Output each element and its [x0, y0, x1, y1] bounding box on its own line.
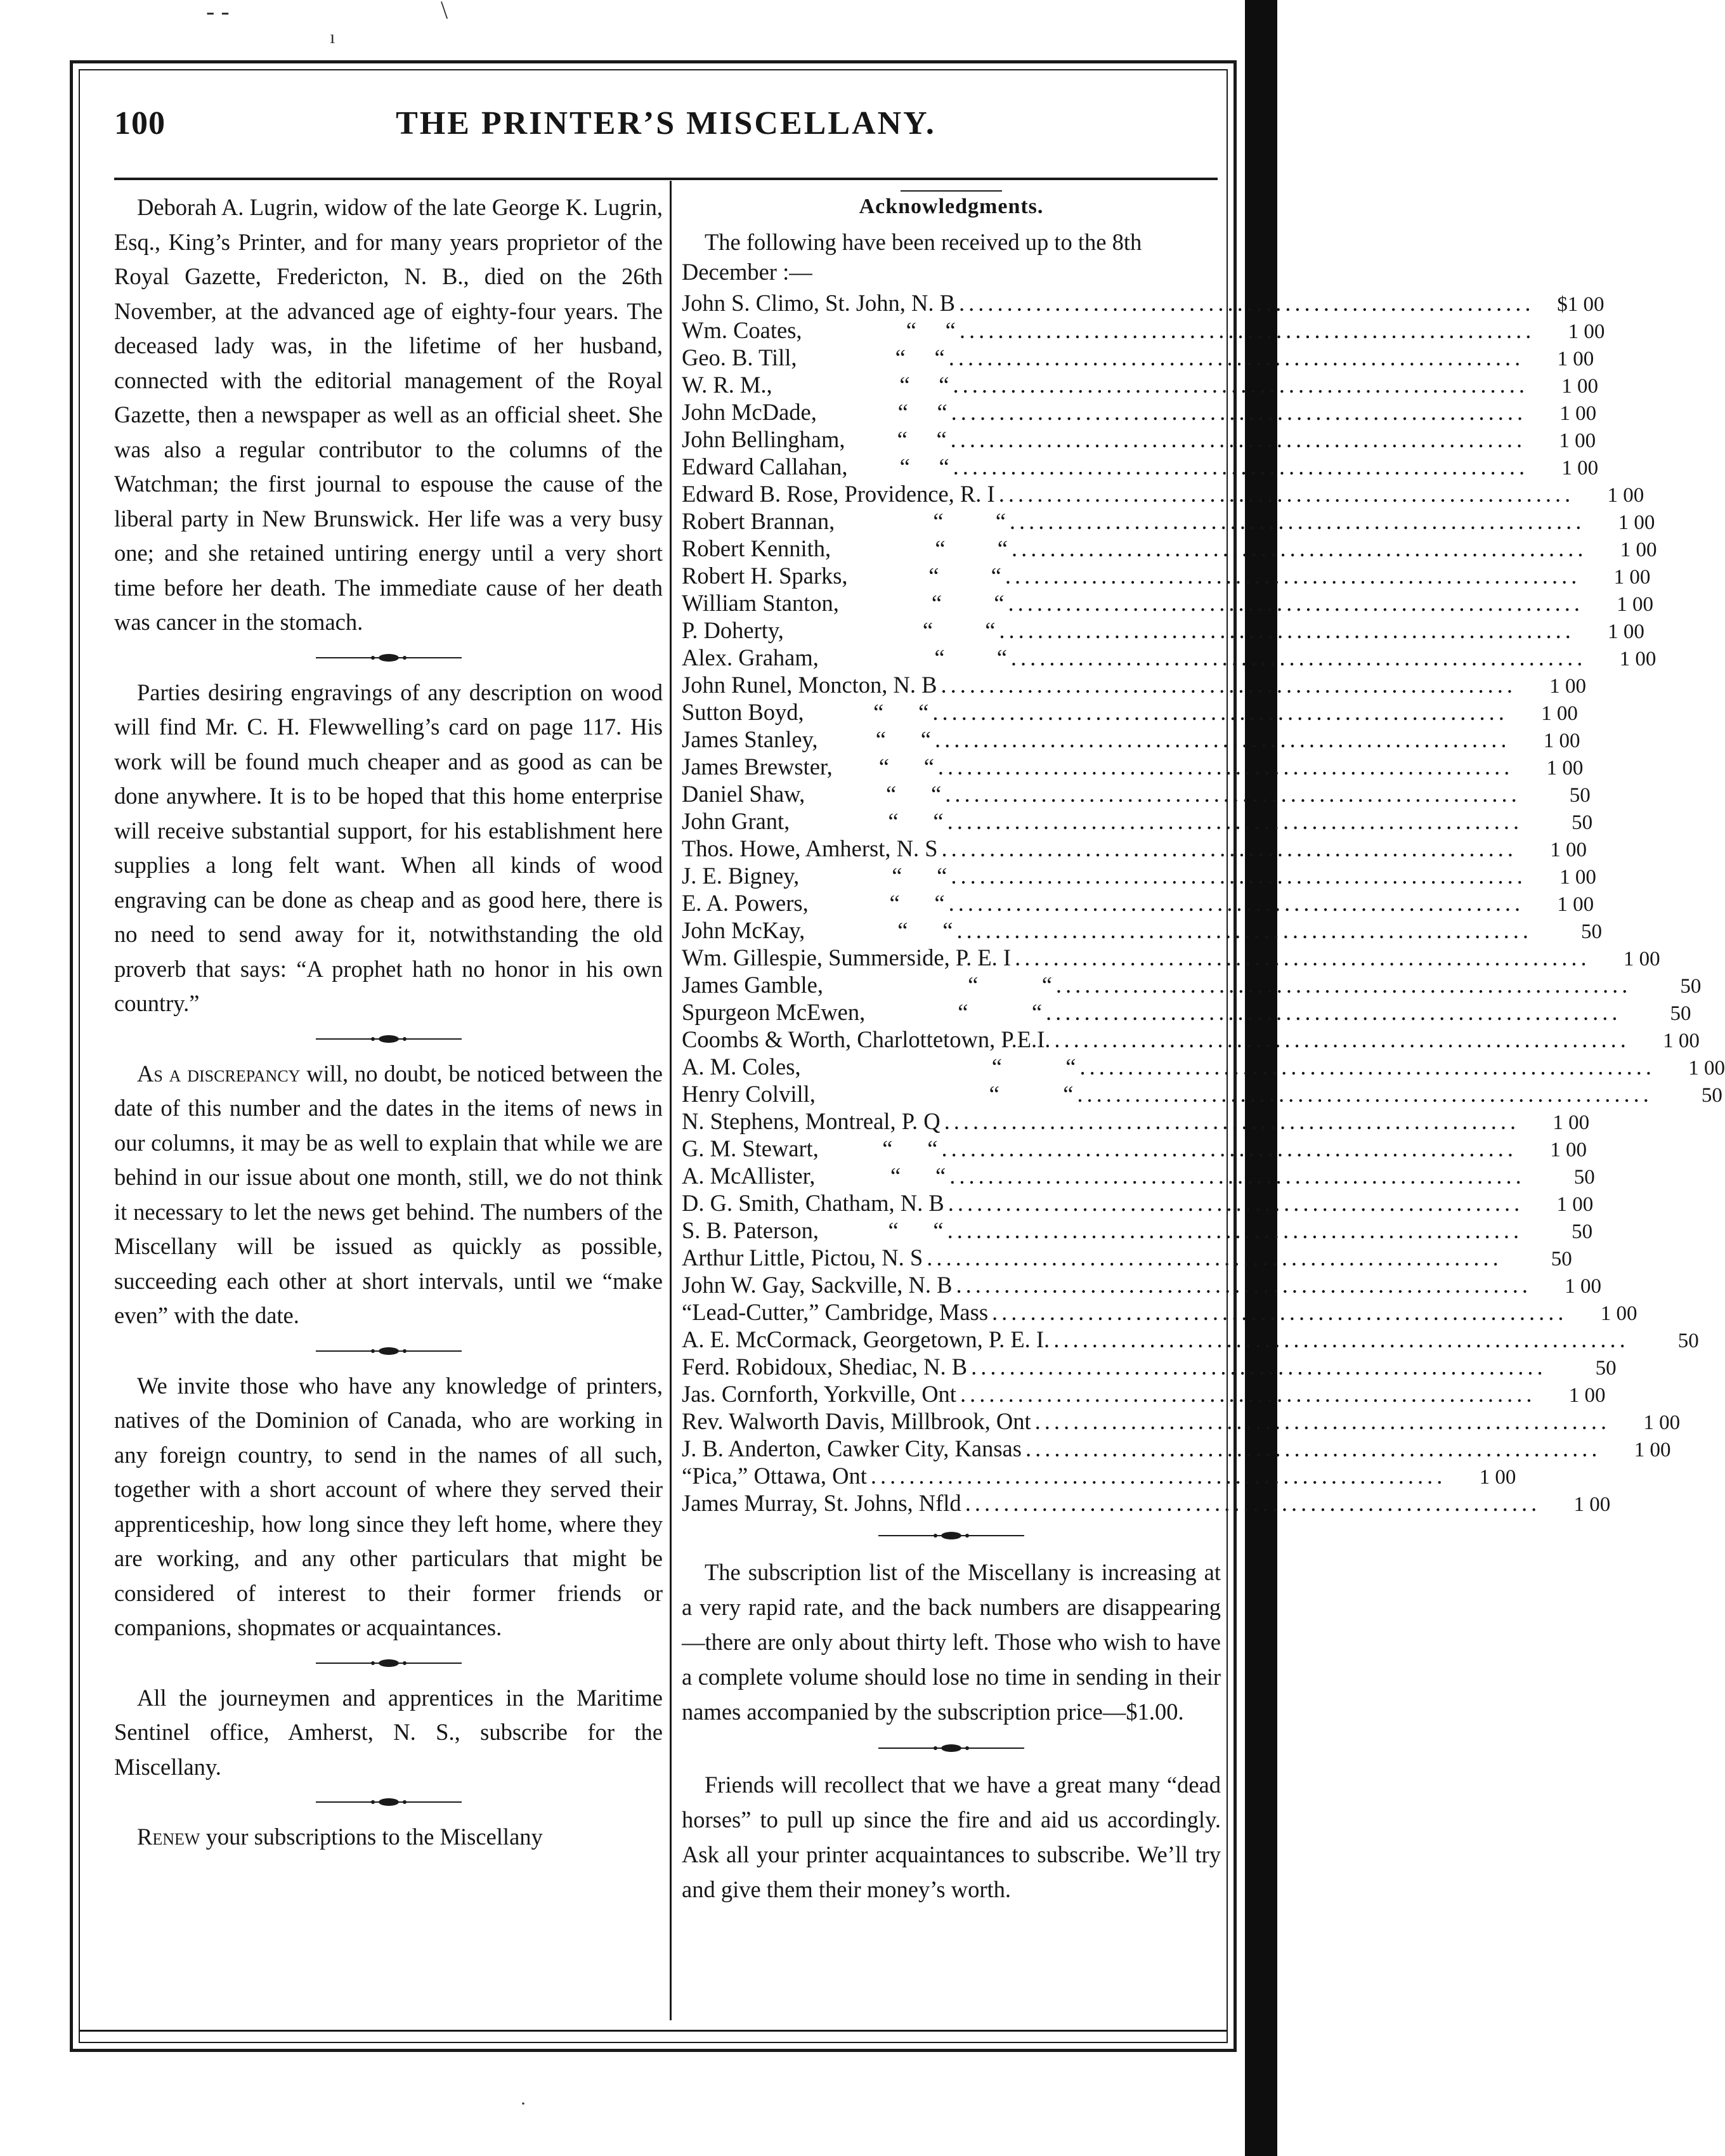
leader-dots: ............................................................: [971, 1354, 1547, 1380]
ornament-separator: [114, 640, 663, 676]
leader-dots: ............................................................: [998, 481, 1575, 507]
acknowledgment-amount: 50: [1572, 811, 1593, 834]
acknowledgment-entry: [682, 807, 1593, 835]
acknowledgment-name: John Runel, Moncton, N. B: [682, 672, 937, 698]
renew-lead: Renew: [137, 1824, 200, 1850]
dead-horses-paragraph: Friends will recollect that we have a great many “dead horses” to pull up since the fire and aid us accordingly. Ask all your printer acquaintances to subscribe. We’ll try and give them their money’s worth.: [682, 1772, 1221, 1902]
acknowledgment-name: James Stanley, “ “: [682, 726, 931, 752]
acknowledgment-entry: [682, 1489, 1611, 1517]
leader-dots: ............................................................: [949, 1163, 1525, 1189]
acknowledgment-amount: 1 00: [1634, 1439, 1671, 1461]
acknowledgment-name: Jas. Cornforth, Yorkville, Ont: [682, 1381, 956, 1407]
acknowledgment-entry: [682, 1053, 1725, 1080]
page-header: [114, 105, 1218, 155]
acknowledgment-name: Edward Callahan, “ “: [682, 454, 949, 480]
acknowledgment-entry: [682, 589, 1653, 617]
discrepancy-paragraph: [114, 1057, 663, 1333]
acknowledgment-name: Alex. Graham, “ “: [682, 644, 1007, 670]
acknowledgment-amount: 50: [1595, 1357, 1617, 1380]
acknowledgment-amount: 1 00: [1559, 429, 1596, 452]
acknowledgment-name: Edward B. Rose, Providence, R. I: [682, 481, 995, 507]
leader-dots: ............................................................: [959, 290, 1535, 316]
acknowledgment-entry: [682, 998, 1691, 1026]
acknowledgment-entry: [682, 507, 1655, 535]
acknowledgment-amount: 1 00: [1688, 1057, 1725, 1080]
acknowledgment-name: P. Doherty, “ “: [682, 617, 996, 643]
acknowledgment-name: Robert Kennith, “ “: [682, 535, 1008, 561]
acknowledgment-amount: 1 00: [1617, 593, 1653, 616]
acknowledgment-amount: 50: [1680, 975, 1702, 998]
leader-dots: ............................................................: [948, 344, 1525, 370]
acknowledgment-amount: 1 00: [1550, 1139, 1587, 1161]
leader-dots: ............................................................: [1034, 1408, 1611, 1434]
acknowledgment-name: Thos. Howe, Amherst, N. S: [682, 835, 938, 861]
acknowledgment-amount: 1 00: [1557, 348, 1594, 370]
acknowledgment-amount: 1 00: [1561, 457, 1599, 480]
acknowledgment-name: Arthur Little, Pictou, N. S: [682, 1245, 923, 1271]
scan-speck: \: [441, 0, 448, 24]
footer-rule: [79, 2030, 1228, 2032]
acknowledgment-entry: [682, 835, 1587, 862]
leader-dots: ............................................................: [941, 672, 1517, 698]
acknowledgment-name: James Murray, St. Johns, Nfld: [682, 1490, 961, 1516]
acknowledgment-name: “Pica,” Ottawa, Ont: [682, 1463, 867, 1489]
leader-dots: ............................................................: [951, 863, 1526, 889]
acknowledgment-entry: [682, 1026, 1700, 1053]
acknowledgment-entry: [682, 289, 1605, 317]
acknowledgment-entry: [682, 1462, 1516, 1489]
leader-dots: ............................................................: [956, 1272, 1532, 1298]
acknowledgment-name: S. B. Paterson, “ “: [682, 1217, 944, 1243]
engraving-notice-paragraph: Parties desiring engravings of any description on wood will find Mr. C. H. Flewwelling’s card on page 117. His work will be found much cheaper and as good as can be done anywhere. It is to be hoped that this home enterprise will receive substantial support, for his establishment here supplies a long felt want. When all kinds of wood engraving can be done as cheap and as good here, there is no need to send away for it, notwithstanding the old proverb that says: “A prophet hath no honor in his own country.”: [114, 679, 663, 1016]
leader-dots: ............................................................: [947, 1217, 1523, 1243]
acknowledgment-name: John W. Gay, Sackville, N. B: [682, 1272, 953, 1298]
renew-text: your subscriptions to the Miscellany: [200, 1824, 543, 1850]
leader-dots: ............................................................: [945, 781, 1521, 807]
acknowledgment-name: Rev. Walworth Davis, Millbrook, Ont: [682, 1408, 1031, 1434]
page-number: 100: [114, 105, 166, 141]
obituary-paragraph: Deborah A. Lugrin, widow of the late George K. Lugrin, Esq., King’s Printer, and for many years proprietor of the Royal Gazette, Fredericton, N. B., died on the 26th November, at the advanced age of eighty-four years. The deceased lady was, in the lifetime of her husband, connected with the editorial management of the Royal Gazette, then a newspaper as well as an official sheet. She was also a regular contributor to the columns of the Watchman; the first journal to espouse the cause of the liberal party in New Brunswick. Her life was a very busy one; and she retained untiring energy until a very short time before her death. The immediate cause of her death was cancer in the stomach.: [114, 194, 663, 635]
leader-dots: ............................................................: [999, 617, 1575, 643]
ornament-separator: [114, 1784, 663, 1820]
acknowledgment-entry: [682, 371, 1598, 398]
leader-dots: ............................................................: [1010, 644, 1587, 670]
discrepancy-lead: As a discrepancy: [137, 1060, 301, 1087]
acknowledgment-amount: 1 00: [1550, 839, 1587, 861]
leader-dots: ............................................................: [959, 317, 1535, 343]
acknowledgment-entry: [682, 535, 1657, 562]
acknowledgment-amount: 1 00: [1541, 702, 1578, 725]
acknowledgment-amount: 1 00: [1552, 1111, 1590, 1134]
leader-dots: ............................................................: [1008, 590, 1584, 616]
acknowledgment-name: J. E. Bigney, “ “: [682, 863, 947, 889]
acknowledgment-name: J. B. Anderton, Cawker City, Kansas: [682, 1435, 1022, 1461]
leader-dots: ............................................................: [1011, 535, 1587, 561]
acknowledgment-entry: [682, 944, 1660, 971]
acknowledgment-amount: 1 00: [1568, 320, 1605, 343]
acknowledgment-amount: 1 00: [1573, 1493, 1611, 1516]
acknowledgment-amount: 1 00: [1556, 1193, 1594, 1216]
acknowledgments-intro: The following have been received up to the 8th December :—: [682, 229, 1142, 285]
acknowledgment-entry: [682, 753, 1584, 780]
acknowledgment-name: Coombs & Worth, Charlottetown, P.E.I.: [682, 1026, 1051, 1052]
acknowledgment-entry: [682, 562, 1651, 589]
acknowledgment-amount: 50: [1551, 1248, 1572, 1271]
acknowledgment-entry: [682, 1107, 1590, 1135]
ornament-separator: [114, 1021, 663, 1057]
acknowledgment-entry: [682, 1135, 1587, 1162]
leader-dots: ............................................................: [1054, 1026, 1630, 1052]
left-column: [114, 190, 663, 1855]
acknowledgment-amount: 50: [1573, 1166, 1595, 1189]
acknowledgment-name: N. Stephens, Montreal, P. Q: [682, 1108, 941, 1134]
sentinel-paragraph: All the journeymen and apprentices in the Maritime Sentinel office, Amherst, N. S., subscribe for the Miscellany.: [114, 1684, 663, 1780]
acknowledgment-amount: 1 00: [1557, 893, 1594, 916]
acknowledgment-entry: [682, 1435, 1671, 1462]
acknowledgment-name: Ferd. Robidoux, Shediac, N. B: [682, 1354, 968, 1380]
acknowledgment-entry: [682, 862, 1596, 889]
leader-dots: ............................................................: [1015, 944, 1591, 970]
acknowledgment-amount: 1 00: [1546, 757, 1584, 780]
acknowledgments-list: [682, 289, 1725, 1517]
leader-dots: ............................................................: [927, 1245, 1502, 1271]
acknowledgment-name: John Bellingham, “ “: [682, 426, 947, 452]
acknowledgment-amount: 1 00: [1607, 484, 1644, 507]
acknowledgment-name: Wm. Gillespie, Summerside, P. E. I: [682, 944, 1012, 970]
acknowledgment-amount: 50: [1670, 1002, 1691, 1025]
leader-dots: ............................................................: [1055, 972, 1632, 998]
scan-speck: - -: [206, 0, 230, 25]
ornament-separator: [114, 1333, 663, 1369]
acknowledgment-entry: [682, 971, 1702, 998]
leader-dots: ............................................................: [870, 1463, 1447, 1489]
acknowledgment-entry: [682, 1271, 1601, 1298]
acknowledgment-entry: [682, 1298, 1637, 1326]
acknowledgment-name: Daniel Shaw, “ “: [682, 781, 942, 807]
acknowledgment-amount: 50: [1580, 920, 1602, 943]
leader-dots: ............................................................: [950, 426, 1526, 452]
acknowledgment-name: James Brewster, “ “: [682, 754, 934, 780]
leader-dots: ............................................................: [1079, 1054, 1655, 1080]
acknowledgment-name: A. McAllister, “ “: [682, 1163, 946, 1189]
ornament-separator: [682, 1517, 1221, 1555]
acknowledgment-entry: [682, 426, 1596, 453]
leader-dots: ............................................................: [944, 1108, 1520, 1134]
acknowledgment-entry: [682, 644, 1657, 671]
header-rule: [114, 178, 1218, 180]
acknowledgment-entry: [682, 671, 1587, 698]
acknowledgment-name: A. M. Coles, “ “: [682, 1054, 1076, 1080]
acknowledgment-name: G. M. Stewart, “ “: [682, 1135, 938, 1161]
acknowledgment-amount: 1 00: [1643, 1411, 1681, 1434]
acknowledgment-amount: 1 00: [1600, 1302, 1637, 1325]
acknowledgment-entry: [682, 1080, 1722, 1107]
acknowledgment-name: E. A. Powers, “ “: [682, 890, 945, 916]
acknowledgment-amount: 50: [1569, 784, 1591, 807]
acknowledgment-amount: 1 00: [1608, 620, 1644, 643]
renew-paragraph: [114, 1820, 663, 1855]
leader-dots: ............................................................: [1009, 508, 1585, 534]
acknowledgments-title: Acknowledgments.: [859, 195, 1044, 218]
acknowledgment-name: John McKay, “ “: [682, 917, 953, 943]
acknowledgment-name: Sutton Boyd, “ “: [682, 699, 929, 725]
column-divider: [670, 181, 672, 2020]
acknowledgment-amount: 1 00: [1619, 648, 1657, 670]
leader-dots: ............................................................: [932, 699, 1508, 725]
acknowledgment-amount: 50: [1677, 1330, 1699, 1352]
acknowledgment-entry: [682, 1244, 1572, 1271]
scan-speck: ı: [330, 27, 335, 48]
leader-dots: ............................................................: [934, 726, 1511, 752]
acknowledgment-name: John Grant, “ “: [682, 808, 944, 834]
acknowledgment-amount: $1 00: [1557, 293, 1605, 316]
acknowledgment-entry: [682, 780, 1591, 807]
acknowledgment-name: John McDade, “ “: [682, 399, 947, 425]
acknowledgment-amount: 1 00: [1620, 539, 1657, 561]
scan-speck: ·: [520, 2093, 526, 2114]
acknowledgment-entry: [682, 726, 1580, 753]
acknowledgment-entry: [682, 1326, 1699, 1353]
acknowledgment-entry: [682, 1162, 1595, 1189]
acknowledgment-name: Wm. Coates, “ “: [682, 317, 956, 343]
acknowledgment-name: Spurgeon McEwen, “ “: [682, 999, 1043, 1025]
leader-dots: ............................................................: [992, 1299, 1568, 1325]
leader-dots: ............................................................: [941, 835, 1518, 861]
leader-dots: ............................................................: [1046, 999, 1622, 1025]
acknowledgment-name: W. R. M., “ “: [682, 372, 949, 398]
acknowledgment-amount: 1 00: [1565, 1275, 1601, 1298]
leader-dots: ............................................................: [951, 399, 1527, 425]
acknowledgment-amount: 50: [1572, 1220, 1593, 1243]
acknowledgment-name: Robert H. Sparks, “ “: [682, 563, 1001, 589]
acknowledgment-entry: [682, 398, 1597, 426]
printers-abroad-paragraph: We invite those who have any knowledge of printers, natives of the Dominion of Canada, who are working in any foreign country, to send in the names of all such, together with a short account of where they served their apprenticeship, how long since they left home, where they are working, and any other particulars that might be considered of interest to their former friends or companions, shopmates or acquaintances.: [114, 1372, 663, 1640]
acknowledgment-entry: [682, 698, 1578, 726]
acknowledgment-entry: [682, 1217, 1593, 1244]
leader-dots: ............................................................: [947, 808, 1523, 834]
leader-dots: ............................................................: [941, 1135, 1517, 1161]
ornament-separator: [114, 1645, 663, 1681]
leader-dots: ............................................................: [1053, 1326, 1629, 1352]
acknowledgment-name: Geo. B. Till, “ “: [682, 344, 945, 370]
acknowledgment-entry: [682, 1189, 1594, 1217]
ornament-separator: [682, 1729, 1221, 1767]
acknowledgment-amount: 1 00: [1559, 402, 1597, 425]
acknowledgment-name: Henry Colvill, “ “: [682, 1081, 1074, 1107]
acknowledgment-amount: 1 00: [1613, 566, 1651, 589]
leader-dots: ............................................................: [965, 1490, 1541, 1516]
acknowledgment-name: Robert Brannan, “ “: [682, 508, 1006, 534]
acknowledgment-entry: [682, 889, 1594, 917]
acknowledgment-entry: [682, 480, 1644, 507]
acknowledgment-entry: [682, 317, 1605, 344]
leader-dots: ............................................................: [956, 917, 1532, 943]
leader-dots: ............................................................: [937, 754, 1514, 780]
acknowledgment-entry: [682, 1408, 1681, 1435]
acknowledgment-entry: [682, 617, 1644, 644]
acknowledgment-entry: [682, 344, 1594, 371]
acknowledgment-amount: 1 00: [1549, 675, 1587, 698]
acknowledgment-amount: 1 00: [1568, 1384, 1606, 1407]
acknowledgment-name: James Gamble, “ “: [682, 972, 1052, 998]
acknowledgment-amount: 1 00: [1618, 511, 1655, 534]
acknowledgment-name: John S. Climo, St. John, N. B: [682, 290, 955, 316]
discrepancy-text: will, no doubt, be noticed between the date of this number and the dates in the items of news in our columns, it may be as well to explain that while we are behind in our issue about one month, still, we do not think it necessary to let the news get behind. The numbers of the Miscellany will be issued as quickly as possible, succeeding each other at short intervals, until we “make even” with the date.: [114, 1060, 663, 1328]
acknowledgment-entry: [682, 917, 1602, 944]
running-head: THE PRINTER’S MISCELLANY.: [396, 105, 936, 141]
acknowledgment-amount: 1 00: [1559, 866, 1596, 889]
acknowledgment-amount: 1 00: [1479, 1466, 1516, 1489]
acknowledgment-amount: 1 00: [1663, 1029, 1700, 1052]
leader-dots: ............................................................: [1077, 1081, 1653, 1107]
leader-dots: ............................................................: [1005, 563, 1581, 589]
leader-dots: ............................................................: [1025, 1435, 1601, 1461]
acknowledgment-amount: 1 00: [1543, 729, 1580, 752]
subscription-paragraph: The subscription list of the Miscellany is increasing at a very rapid rate, and the back numbers are disappearing—there are only about thirty left. Those who wish to have a complete volume should lose no time in sending in their names accompanied by the subscription price—$1.00.: [682, 1559, 1221, 1725]
acknowledgment-amount: 1 00: [1561, 375, 1598, 398]
leader-dots: ............................................................: [953, 372, 1528, 398]
right-column: [682, 190, 1725, 1907]
leader-dots: ............................................................: [948, 890, 1525, 916]
acknowledgment-entry: [682, 1353, 1617, 1380]
leader-dots: ............................................................: [960, 1381, 1536, 1407]
acknowledgment-entry: [682, 1380, 1606, 1408]
acknowledgment-entry: [682, 453, 1599, 480]
acknowledgment-name: A. E. McCormack, Georgetown, P. E. I.: [682, 1326, 1050, 1352]
acknowledgment-name: William Stanton, “ “: [682, 590, 1005, 616]
acknowledgment-amount: 50: [1701, 1084, 1722, 1107]
leader-dots: ............................................................: [953, 454, 1529, 480]
acknowledgment-amount: 1 00: [1623, 948, 1660, 970]
leader-dots: ............................................................: [947, 1190, 1524, 1216]
acknowledgment-name: “Lead-Cutter,” Cambridge, Mass: [682, 1299, 989, 1325]
acknowledgment-name: D. G. Smith, Chatham, N. B: [682, 1190, 944, 1216]
